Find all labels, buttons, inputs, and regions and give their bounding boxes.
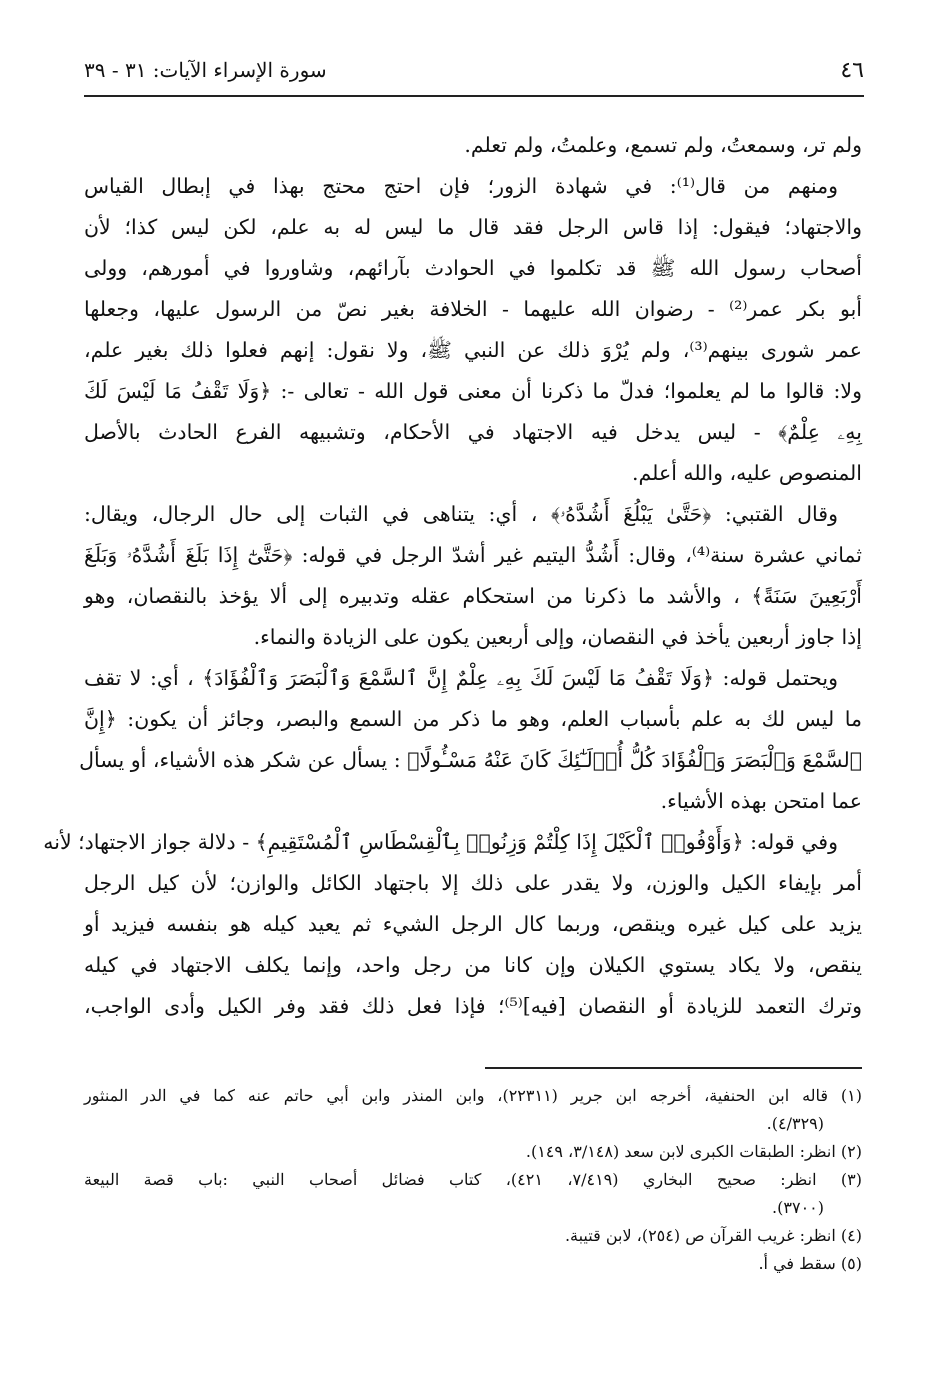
footnote-5: (٥) سقط في أ. (758, 1254, 862, 1273)
text-line: إذا جاوز أربعين يأخذ في النقصان، وإلى أربعين يكون على الزيادة والنماء. (253, 625, 862, 649)
page-header (84, 58, 864, 92)
text-line: أبو بكر عمر⁽²⁾ - رضوان الله عليهما - الخلافة بغير نصّ من الرسول عليها، وجعلها (84, 297, 862, 321)
running-title: سورة الإسراء الآيات: ٣١ - ٣٩ (84, 58, 327, 82)
text-line: عما امتحن بهذه الأشياء. (660, 789, 862, 813)
footnote-divider (485, 1067, 862, 1069)
text-line: والاجتهاد؛ فيقول: إذا قاس الرجل فقد قال ما ليس له به علم، لكن ليس كذا؛ لأن (84, 215, 862, 239)
text-line: ٱلسَّمْعَ وَٱلْبَصَرَ وَٱلْفُؤَادَ كُلُّ أُو۟لَـٰٓئِكَ كَانَ عَنْهُ مَسْـُٔولًا﴾ : يسأل عن شكر هذه الأشياء، أو يسأل (79, 748, 862, 772)
footnote-3: (٣) انظر: صحيح البخاري (٧/٤١٩، ٤٢١)، كتاب فضائل أصحاب النبي :باب قصة البيعة (84, 1170, 863, 1189)
text-line: ومنهم من قال⁽¹⁾: في شهادة الزور؛ فإن احتج محتج بهذا في إبطال القياس (84, 174, 838, 198)
text-line: ما ليس لك به علم بأسباب العلم، وهو ما ذكر من السمع والبصر، وجائز أن يكون: ﴿إِنَّ (84, 707, 862, 731)
text-line: وترك التعمد للزيادة أو النقصان [فيه]⁽⁵⁾؛ فإذا فعل ذلك فقد وفر الكيل وأدى الواجب، (84, 994, 863, 1018)
text-line: أصحاب رسول الله ﷺ قد تكلموا في الحوادث بآرائهم، وشاوروا في أمورهم، وولى (84, 256, 862, 280)
main-text (43, 125, 863, 1027)
text-line: المنصوص عليه، والله أعلم. (632, 461, 862, 485)
text-line: ولم تر، وسمعتُ، ولم تسمع، وعلمتُ، ولم تعلم. (464, 133, 862, 157)
page-number: ٤٦ (840, 58, 864, 83)
text-line: أمر بإيفاء الكيل والوزن، ولا يقدر على ذلك إلا باجتهاد الكائل والوازن؛ لأن كيل الرجل (84, 871, 862, 895)
footnote-4: (٤) انظر: غريب القرآن ص (٢٥٤)، لابن قتيبة. (564, 1226, 862, 1245)
text-line: ولا: قالوا ما لم يعلموا؛ فدلّ ما ذكرنا أن معنى قول الله - تعالى -: ﴿وَلَا تَقْفُ مَا لَيْسَ لَكَ (84, 379, 862, 403)
text-line: بِهِۦ عِلْمٌ﴾ - ليس يدخل فيه الاجتهاد في الأحكام، وتشبيهه الفرع الحادث بالأصل (84, 420, 862, 444)
text-line: يزيد على كيل غيره وينقص، وربما كال الرجل الشيء ثم يعيد كيله هو بنفسه فيزيد أو (84, 912, 862, 936)
footnotes (84, 1082, 862, 1278)
text-line: ينقص، ولا يكاد يستوي الكيلان وإن كانا من رجل واحد، وإنما يكلف الاجتهاد في كيله (84, 953, 862, 977)
text-line: ويحتمل قوله: ﴿وَلَا تَقْفُ مَا لَيْسَ لَكَ بِهِۦ عِلْمٌ إِنَّ ٱلسَّمْعَ وَٱلْبَصَرَ وَٱلْفُؤَادَ﴾ ، أي: لا تقف (84, 666, 838, 690)
header-divider (84, 95, 864, 97)
text-line: عمر شورى بينهم⁽³⁾، ولم يُرْوَ ذلك عن النبي ﷺ، ولا نقول: إنهم فعلوا ذلك بغير علم، (84, 338, 862, 362)
footnote-3-continued: (٣٧٠٠). (772, 1198, 824, 1217)
footnote-1: (١) قاله ابن الحنفية، أخرجه ابن جرير (٢٢٣١١)، وابن المنذر وابن أبي حاتم عنه كما في الدر المنثور (84, 1086, 863, 1105)
text-line: وقال القتبي: ﴿حَتَّىٰ يَبْلُغَ أَشُدَّهُۥ﴾ ، أي: يتناهى في الثبات إلى حال الرجال، ويقال: (84, 502, 838, 526)
text-line: ثماني عشرة سنة⁽⁴⁾، وقال: أَشُدُّ اليتيم غير أشدّ الرجل في قوله: ﴿حَتَّىٰٓ إِذَا بَلَغَ أَشُدَّهُۥ وَبَلَغَ (84, 543, 862, 567)
text-line: وفي قوله: ﴿وَأَوْفُوا۟ ٱلْكَيْلَ إِذَا كِلْتُمْ وَزِنُوا۟ بِٱلْقِسْطَاسِ ٱلْمُسْتَقِيمِ﴾ - دلالة جواز الاجتهاد؛ لأنه (43, 830, 838, 854)
footnote-2: (٢) انظر: الطبقات الكبرى لابن سعد (٣/١٤٨، ١٤٩). (525, 1142, 862, 1161)
text-line: أَرْبَعِينَ سَنَةً﴾ ، والأشد ما ذكرنا من استحكام عقله وتدبيره إلى ألا يؤخذ بالنقصان، وهو (84, 584, 862, 608)
footnote-1-continued: (٤/٣٢٩). (766, 1114, 824, 1133)
